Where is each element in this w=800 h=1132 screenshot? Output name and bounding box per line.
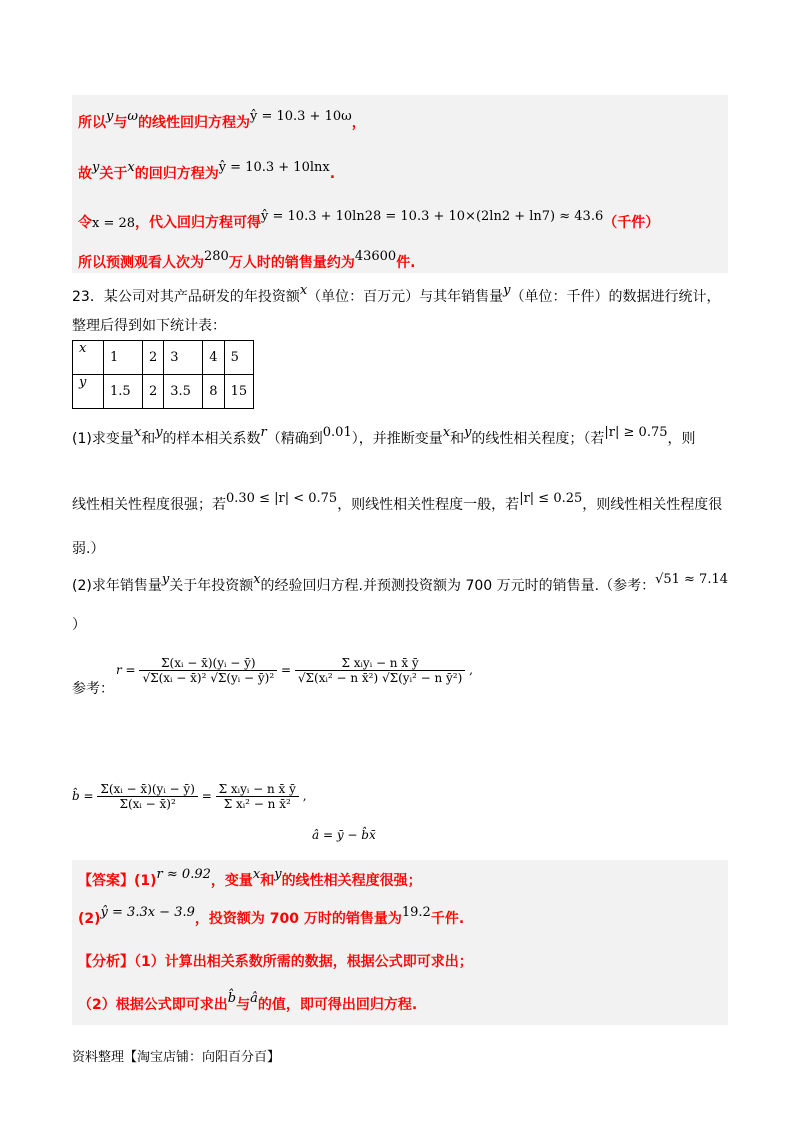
question-part-1-line-2: 线性相关性程度很强；若0.30 ≤ |r| < 0.75，则线性相关性程度一般，若|r| ≤ 0.25，则线性相关性程度很	[72, 491, 723, 513]
slope-fraction-2: $\frac{\text{Σ xᵢyᵢ − n x̄ ȳ}}{\text{Σ xᵢ² − n x̄²}}$	[216, 782, 299, 811]
stats-table	[72, 340, 254, 409]
slope-fraction-1: $\frac{\text{Σ(xᵢ − x̄)(yᵢ − ȳ)}}{\text{Σ(xᵢ − x̄)²}}$	[97, 782, 198, 811]
table-cell: 1.5	[104, 375, 143, 409]
table-row-y	[73, 375, 254, 409]
table-cell: 15	[224, 375, 254, 409]
table-cell: y	[73, 375, 104, 409]
solution-line-1: 所以y与ω的线性回归方程为ŷ = 10.3 + 10ω，	[78, 109, 366, 131]
table-cell: 8	[203, 375, 224, 409]
table-cell: x	[73, 341, 104, 375]
table-cell: 2	[143, 375, 164, 409]
solution-line-2: 故y关于x的回归方程为ŷ = 10.3 + 10lnx.	[78, 160, 336, 182]
intercept-formula: â = ȳ − b̂x̄	[312, 828, 376, 842]
slope-formula: b̂ = $\frac{\text{Σ(xᵢ − x̄)(yᵢ − ȳ)}}{\text{Σ(xᵢ − x̄)²}}$ = $\frac{\text{Σ xᵢyᵢ − n x̄ ȳ}}{\text{Σ xᵢ² − n x̄²}}$ ,	[72, 782, 307, 811]
table-cell: 5	[224, 341, 254, 375]
answer-line-1: 【答案】(1)r ≈ 0.92，变量x和y的线性相关程度很强；	[78, 867, 422, 889]
table-cell: 3.5	[164, 375, 203, 409]
correlation-formula: r = $\frac{\text{Σ(xᵢ − x̄)(yᵢ − ȳ)}}{\text{√Σ(xᵢ − x̄)² √Σ(yᵢ − ȳ)²}}$ = $\frac{\text{Σ xᵢyᵢ − n x̄ ȳ}}{\text{√Σ(xᵢ² − n x̄²) √Σ(yᵢ² − n ȳ²)}}$ ,	[116, 656, 473, 685]
question-part-1-line-1: (1)求变量x和y的样本相关系数r（精确到0.01），并推断变量x和y的线性相关程度；（若|r| ≥ 0.75，则	[72, 425, 696, 447]
question-part-2-line-2: ）	[72, 617, 86, 633]
correlation-fraction-1: $\frac{\text{Σ(xᵢ − x̄)(yᵢ − ȳ)}}{\text{√Σ(xᵢ − x̄)² √Σ(yᵢ − ȳ)²}}$	[139, 656, 277, 685]
question-para-2: 整理后得到如下统计表：	[72, 318, 226, 334]
question-part-1-line-3: 弱.）	[72, 541, 105, 557]
reference-label: 参考：	[72, 681, 114, 697]
table-row-x	[73, 341, 254, 375]
correlation-fraction-2: $\frac{\text{Σ xᵢyᵢ − n x̄ ȳ}}{\text{√Σ(xᵢ² − n x̄²) √Σ(yᵢ² − n ȳ²)}}$	[295, 656, 465, 685]
table-cell: 4	[203, 341, 224, 375]
table-cell: 2	[143, 341, 164, 375]
question-para-1: 23．某公司对其产品研发的年投资额x（单位：百万元）与其年销售量y（单位：千件）的数据进行统计，	[72, 283, 721, 305]
question-part-2-line-1: (2)求年销售量y关于年投资额x的经验回归方程.并预测投资额为 700 万元时的销售量.（参考：√51 ≈ 7.14	[72, 572, 729, 594]
analysis-line-1: 【分析】（1）计算出相关系数所需的数据，根据公式即可求出；	[78, 954, 473, 970]
footer-note: 资料整理【淘宝店铺：向阳百分百】	[72, 1050, 281, 1065]
analysis-line-2: （2）根据公式即可求出b̂与â的值，即可得出回归方程.	[78, 991, 418, 1013]
table-cell: 3	[164, 341, 203, 375]
answer-line-2: (2)ŷ = 3.3x − 3.9，投资额为 700 万时的销售量为19.2千件.	[78, 905, 465, 927]
solution-line-3: 令x = 28，代入回归方程可得ŷ = 10.3 + 10ln28 = 10.3 + 10×(2ln2 + ln7) ≈ 43.6（千件）	[78, 209, 660, 231]
solution-line-4: 所以预测观看人次为280万人时的销售量约为43600件.	[78, 249, 416, 271]
table-cell: 1	[104, 341, 143, 375]
